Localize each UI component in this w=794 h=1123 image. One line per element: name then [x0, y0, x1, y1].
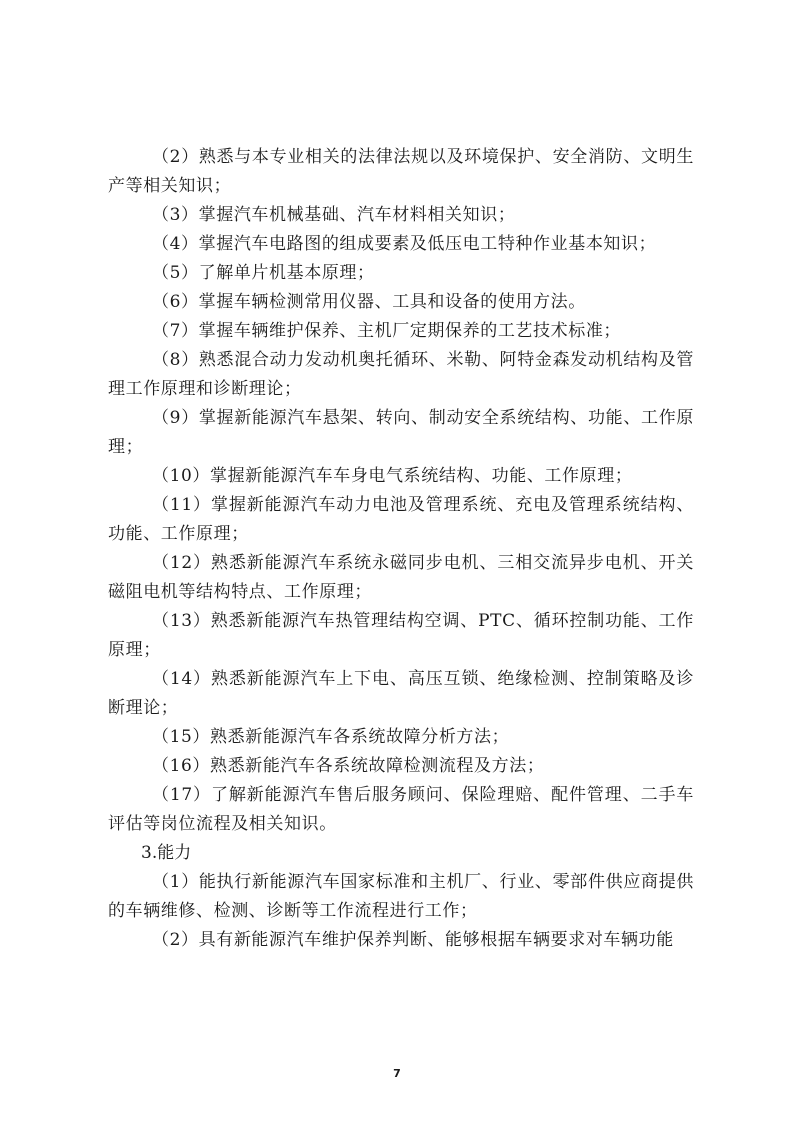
- knowledge-item-4: （4）掌握汽车电路图的组成要素及低压电工特种作业基本知识；: [152, 234, 657, 254]
- knowledge-item-7: （7）掌握车辆维护保养、主机厂定期保养的工艺技术标准；: [152, 321, 622, 341]
- knowledge-item-15: （15）熟悉新能源汽车各系统故障分析方法；: [152, 727, 510, 747]
- knowledge-item-10: （10）掌握新能源汽车车身电气系统结构、功能、工作原理；: [152, 466, 633, 486]
- knowledge-item-16: （16）熟悉新能汽车各系统故障检测流程及方法；: [152, 756, 545, 776]
- knowledge-item-2: （2）熟悉与本专业相关的法律法规以及环境保护、安全消防、文明生产等相关知识；: [108, 147, 694, 196]
- knowledge-item-5: （5）了解单片机基本原理；: [152, 263, 375, 283]
- section-heading-ability: 3.能力: [141, 843, 192, 863]
- knowledge-item-6: （6）掌握车辆检测常用仪器、工具和设备的使用方法。: [152, 292, 586, 312]
- ability-item-1: （1）能执行新能源汽车国家标准和主机厂、行业、零部件供应商提供的车辆维修、检测、诊断等工作流程进行工作；: [108, 872, 694, 921]
- document-body: [108, 143, 694, 955]
- knowledge-item-9: （9）掌握新能源汽车悬架、转向、制动安全系统结构、功能、工作原理；: [108, 408, 694, 457]
- knowledge-item-8: （8）熟悉混合动力发动机奥托循环、米勒、阿特金森发动机结构及管理工作原理和诊断理论；: [108, 350, 694, 399]
- page-number: 7: [393, 1067, 401, 1080]
- knowledge-item-13: （13）熟悉新能源汽车热管理结构空调、PTC、循环控制功能、工作原理；: [108, 611, 694, 660]
- knowledge-item-11: （11）掌握新能源汽车动力电池及管理系统、充电及管理系统结构、功能、工作原理；: [108, 495, 694, 544]
- knowledge-item-12: （12）熟悉新能源汽车系统永磁同步电机、三相交流异步电机、开关磁阻电机等结构特点、工作原理；: [108, 553, 694, 602]
- knowledge-item-3: （3）掌握汽车机械基础、汽车材料相关知识；: [152, 205, 516, 225]
- knowledge-item-14: （14）熟悉新能源汽车上下电、高压互锁、绝缘检测、控制策略及诊断理论；: [108, 669, 694, 718]
- knowledge-item-17: （17）了解新能源汽车售后服务顾问、保险理赔、配件管理、二手车评估等岗位流程及相关知识。: [108, 785, 694, 834]
- ability-item-2: （2）具有新能源汽车维护保养判断、能够根据车辆要求对车辆功能: [152, 930, 674, 950]
